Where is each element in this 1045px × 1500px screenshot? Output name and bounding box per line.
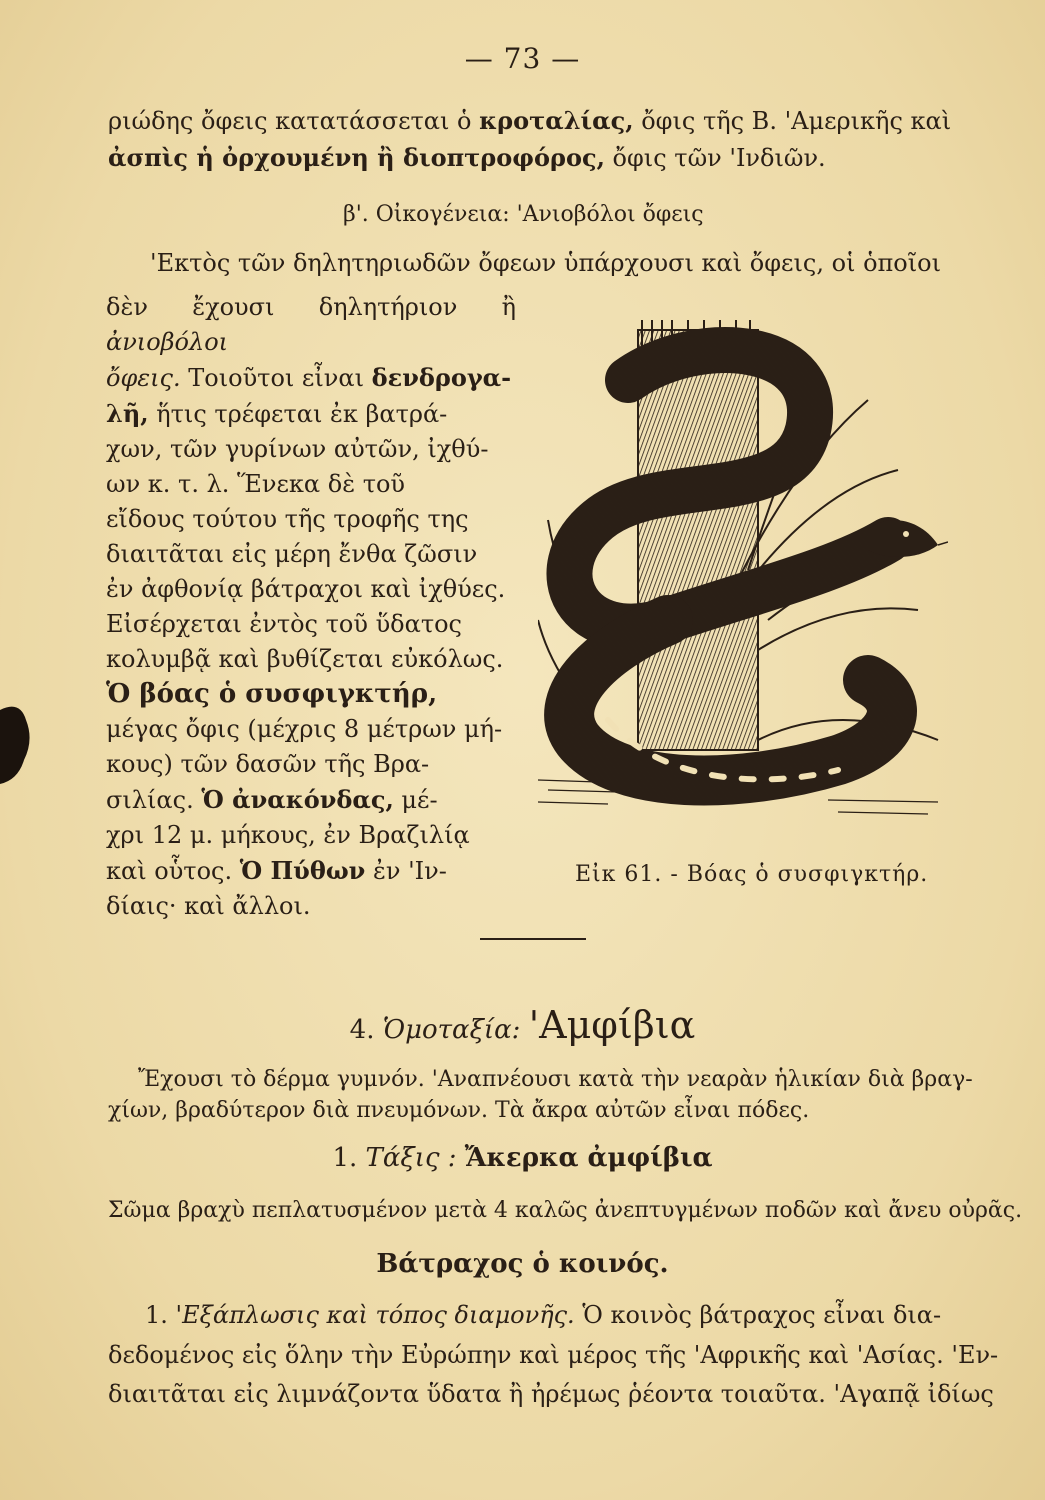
figure-caption: Εἰκ 61. - Βόας ὁ συσφιγκτήρ. — [575, 862, 929, 887]
col-line: διαιτᾶται εἰς μέρη ἔνθα ζῶσιν — [106, 540, 478, 568]
order-label: Τάξις : — [365, 1143, 457, 1173]
col-line — [106, 360, 516, 396]
col-l3: ἥτις τρέφεται ἐκ βατρά- — [148, 400, 448, 428]
class-name: 'Αμφίβια — [528, 1003, 696, 1047]
order-heading — [0, 1138, 1045, 1178]
species-heading: Βάτραχος ὁ κοινός. — [376, 1249, 669, 1279]
section-number: 1. — [145, 1301, 168, 1329]
order-description: Σῶμα βραχὺ πεπλατυσμένον μετὰ 4 καλῶς ἀνεπτυγμένων ποδῶν καὶ ἄνευ οὐρᾶς. — [108, 1198, 1023, 1223]
section-line-2: δεδομένος εἰς ὅλην τὴν Εὐρώπην καὶ μέρος τῆς 'Αφρικῆς καὶ 'Ασίας. 'Εν- — [108, 1341, 999, 1369]
term-krotalias: κροταλίας, — [479, 106, 634, 135]
col-l1: δὲν ἔχουσι δηλητήριον ἢ — [106, 293, 516, 321]
snake-illustration — [538, 320, 948, 860]
col-line: ἐν ἀφθονίᾳ βάτραχοι καὶ ἰχθύες. — [106, 575, 506, 603]
left-column-text — [106, 290, 516, 924]
order-name: Ἄκερκα ἀμφίβια — [464, 1143, 713, 1173]
col-line — [106, 290, 516, 360]
line1-rest: ὄφις τῆς Β. 'Αμερικῆς καὶ — [633, 107, 952, 135]
section-divider — [480, 938, 586, 940]
class-label: Ὁμοταξία: — [382, 1015, 521, 1045]
text-line-1 — [108, 104, 951, 138]
order-number: 1. — [332, 1143, 358, 1173]
col-line — [106, 853, 516, 889]
col-line: χων, τῶν γυρίνων αὐτῶν, ἰχθύ- — [106, 435, 489, 463]
term-anakondas: Ὁ ἀνακόνδας, — [201, 785, 394, 814]
col-line — [106, 782, 516, 818]
col-l2: Τοιοῦτοι εἶναι — [180, 364, 372, 392]
col-line: ων κ. τ. λ. Ἕνεκα δὲ τοῦ — [106, 470, 406, 498]
snake-head — [868, 520, 948, 557]
col-l2-ital: ὄφεις. — [106, 364, 181, 392]
page-number: — 73 — — [464, 42, 581, 75]
paper-damage-mark — [0, 700, 40, 790]
term-aspis: ἀσπὶς ἡ ὀρχουμένη ἢ διοπτροφόρος, — [108, 143, 605, 172]
col-line: εἴδους τούτου τῆς τροφῆς της — [106, 505, 469, 533]
col-line — [106, 396, 516, 432]
col-line: κολυμβᾷ καὶ βυθίζεται εὐκόλως. — [106, 645, 504, 673]
col-line: χρι 12 μ. μήκους, ἐν Βραζιλίᾳ — [106, 821, 470, 849]
section-title: 'Εξάπλωσις καὶ τόπος διαμονῆς. — [175, 1301, 575, 1329]
col-line: δίαις· καὶ ἄλλοι. — [106, 892, 311, 920]
col-l16-rest: ἐν 'Ιν- — [365, 857, 447, 885]
intro-line: 'Εκτὸς τῶν δηλητηριωδῶν ὄφεων ὑπάρχουσι καὶ ὄφεις, οἱ ὁποῖοι — [150, 249, 942, 277]
family-heading: β'. Οἰκογένεια: 'Ανιοβόλοι ὄφεις — [343, 202, 704, 227]
line2-rest: ὄφις τῶν 'Ινδιῶν. — [604, 144, 826, 172]
section-line-1 — [145, 1298, 941, 1332]
section-line-3: διαιτᾶται εἰς λιμνάζοντα ὕδατα ἢ ἠρέμως ῥέοντα τοιαῦτα. 'Αγαπᾷ ἰδίως — [108, 1380, 994, 1408]
class-number: 4. — [349, 1015, 375, 1045]
section-line1-rest: Ὁ κοινὸς βάτραχος εἶναι δια- — [574, 1301, 942, 1329]
term-dendrogali: δενδρογα- — [371, 363, 512, 392]
col-line: κους) τῶν δασῶν τῆς Βρα- — [106, 750, 430, 778]
text-line-2 — [108, 141, 826, 175]
class-heading — [0, 1002, 1045, 1053]
col-l14-rest: μέ- — [393, 786, 438, 814]
col-l1-ital: ἀνιοβόλοι — [106, 328, 229, 356]
col-line: Εἰσέρχεται ἐντὸς τοῦ ὕδατος — [106, 610, 462, 638]
col-l14: σιλίας. — [106, 786, 202, 814]
col-line: μέγας ὄφις (μέχρις 8 μέτρων μή- — [106, 715, 503, 743]
term-python: Ὁ Πύθων — [239, 856, 366, 885]
class-description-1: Ἔχουσι τὸ δέρμα γυμνόν. 'Αναπνέουσι κατὰ τὴν νεαρὰν ἡλικίαν διὰ βραγ- — [138, 1067, 973, 1092]
col-l16: καὶ οὗτος. — [106, 857, 240, 885]
col-l3-bold: λῆ, — [106, 399, 149, 428]
term-boas: Ὁ βόας ὁ συσφιγκτήρ, — [106, 679, 438, 709]
class-description-2: χίων, βραδύτερον διὰ πνευμόνων. Τὰ ἄκρα αὐτῶν εἶναι πόδες. — [108, 1098, 810, 1123]
line1-text: ριώδης ὄφεις κατατάσσεται ὁ — [108, 107, 480, 135]
